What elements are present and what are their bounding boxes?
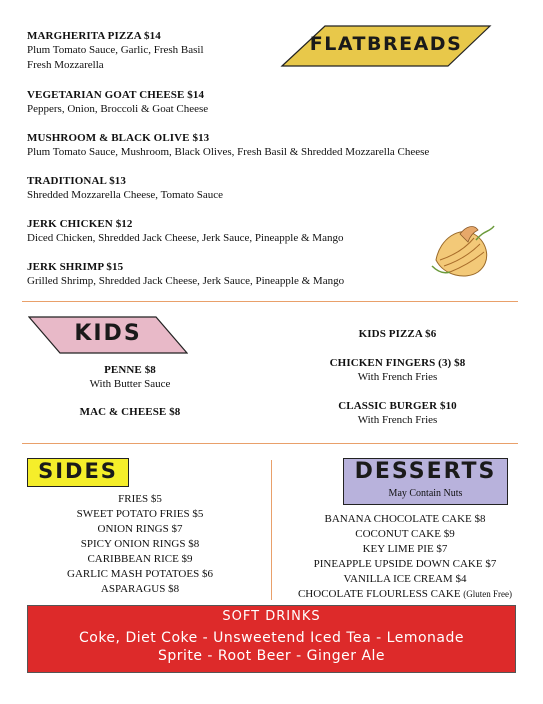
item-desc: Fresh Mozzarella [27, 59, 104, 71]
list-item: PINEAPPLE UPSIDE DOWN CAKE $7 [313, 558, 497, 570]
item-name: MARGHERITA PIZZA $14 [27, 30, 161, 42]
item-name: CHOCOLATE FLOURLESS CAKE [297, 588, 461, 600]
item-name: JERK SHRIMP $15 [27, 261, 124, 273]
item-desc: Shredded Mozzarella Cheese, Tomato Sauce [27, 189, 224, 201]
list-item: ASPARAGUS $8 [100, 583, 180, 595]
desserts-title: DESSERTS [354, 459, 497, 484]
seashell-icon [430, 220, 498, 282]
item-name: VEGETARIAN GOAT CHEESE $14 [27, 89, 205, 101]
item-name: CHICKEN FINGERS (3) $8 [329, 357, 466, 369]
item-name: CLASSIC BURGER $10 [338, 400, 457, 412]
item-name: PENNE $8 [104, 364, 156, 376]
menu-item [300, 357, 495, 385]
menu-item [300, 328, 495, 340]
gluten-free-note: (Gluten Free) [463, 589, 513, 599]
item-desc: With French Fries [357, 414, 438, 426]
item-name: TRADITIONAL $13 [27, 175, 126, 187]
item-desc: Grilled Shrimp, Shredded Jack Cheese, Jerk Sauce, Pineapple & Mango [27, 275, 345, 287]
list-item: SPICY ONION RINGS $8 [80, 538, 200, 550]
item-desc: Peppers, Onion, Broccoli & Goat Cheese [27, 103, 209, 115]
kids-title: KIDS [74, 321, 142, 346]
menu-item [27, 218, 343, 246]
list-item: COCONUT CAKE $9 [355, 528, 455, 540]
list-item: FRIES $5 [118, 493, 162, 505]
sides-list [20, 492, 260, 597]
list-item: SWEET POTATO FRIES $5 [76, 508, 204, 520]
soft-drinks-title: SOFT DRINKS [222, 609, 321, 624]
item-desc: With Butter Sauce [89, 378, 171, 390]
divider [22, 301, 518, 302]
menu-item [27, 30, 204, 73]
list-item: ONION RINGS $7 [97, 523, 183, 535]
divider [22, 443, 518, 444]
list-item [278, 587, 532, 602]
item-desc: Plum Tomato Sauce, Mushroom, Black Olives, Fresh Basil & Shredded Mozzarella Cheese [27, 146, 430, 158]
menu-item [27, 175, 223, 203]
menu-item [27, 89, 208, 117]
menu-item [40, 364, 220, 392]
item-name: JERK CHICKEN $12 [27, 218, 133, 230]
sides-title: SIDES [38, 459, 118, 483]
desserts-subtitle: May Contain Nuts [388, 488, 463, 499]
flatbreads-title: FLATBREADS [309, 33, 463, 55]
list-item: GARLIC MASH POTATOES $6 [67, 568, 213, 580]
item-name: MUSHROOM & BLACK OLIVE $13 [27, 132, 210, 144]
soft-drinks-line2: Sprite - Root Beer - Ginger Ale [157, 648, 386, 664]
list-item: CARIBBEAN RICE $9 [87, 553, 193, 565]
menu-item [27, 261, 344, 289]
menu-item [40, 406, 220, 418]
list-item: KEY LIME PIE $7 [362, 543, 448, 555]
item-name: KIDS PIZZA $6 [358, 328, 437, 340]
item-desc: Diced Chicken, Shredded Jack Cheese, Jerk Sauce, Pineapple & Mango [27, 232, 344, 244]
desserts-list [278, 512, 532, 602]
menu-item [300, 400, 495, 428]
menu-item [27, 132, 429, 160]
item-name: MAC & CHEESE $8 [79, 406, 181, 418]
item-desc: With French Fries [357, 371, 438, 383]
item-desc: Plum Tomato Sauce, Garlic, Fresh Basil [27, 44, 204, 56]
column-divider [271, 460, 272, 600]
soft-drinks-line1: Coke, Diet Coke - Unsweetend Iced Tea - Lemonade [78, 630, 465, 646]
list-item: BANANA CHOCOLATE CAKE $8 [324, 513, 486, 525]
list-item: VANILLA ICE CREAM $4 [343, 573, 467, 585]
